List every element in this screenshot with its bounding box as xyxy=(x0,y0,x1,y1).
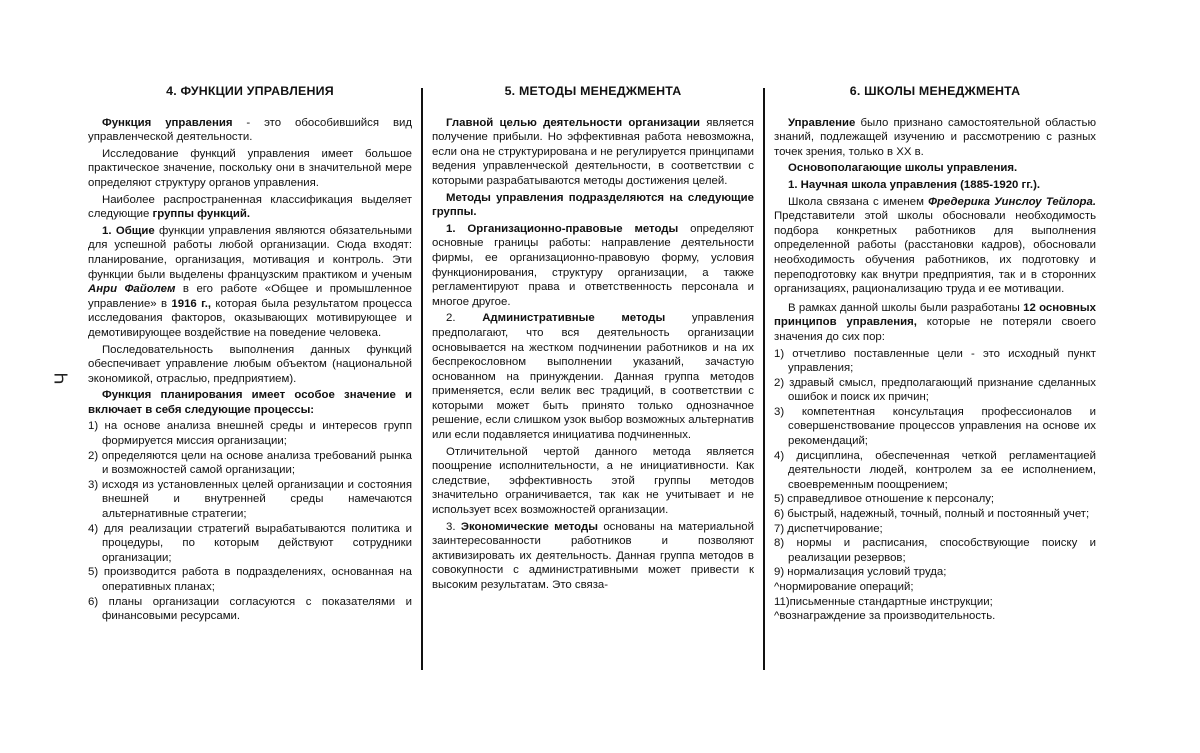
text: - это обособившийся вид управленческой деятельности. xyxy=(88,116,413,144)
list-item: 4) для реализации стратегий вырабатываются политика и процедуры, по которым действуют сотрудники организации; xyxy=(88,522,412,564)
list-item: 2) здравый смысл, предполагающий признание сделанных ошибок и поиск их причин; xyxy=(774,376,1096,404)
term: Управление xyxy=(788,116,856,129)
list-item: 9) нормализация условий труда; xyxy=(774,566,947,579)
column-methods xyxy=(432,84,754,595)
text: которые не потеряли своего значения до сих пор: xyxy=(774,316,1096,343)
column-divider-2 xyxy=(763,88,765,670)
list-item: 6) планы организации согласуются с показателями и финансовыми ресурсами. xyxy=(88,595,412,623)
paragraph xyxy=(774,195,1096,297)
paragraph xyxy=(432,520,754,593)
paragraph xyxy=(432,116,754,189)
paragraph xyxy=(88,193,412,222)
text: Представители этой школы обосновали необходимость подбора конкретных работников для выполнения определенной работы (расстановки кадров), обосновали необходимость обучения работников, их подготовку и переподготовку как внутри предприятия, так и в сторонних организациях, рационализацию труда и ее мотивации. xyxy=(774,210,1096,296)
list-item: 5) производится работа в подразделениях, основанная на оперативных планах; xyxy=(88,566,412,593)
list-item: 11)письменные стандартные инструкции; xyxy=(774,595,993,608)
term: 1. Общие xyxy=(102,224,155,237)
paragraph: Исследование функций управления имеет большое практическое значение, поскольку они в значительной мере определяют структуру органов управления. xyxy=(88,147,412,189)
subheading: Основополагающие школы управления. xyxy=(788,162,1018,175)
term: Главной целью деятельности организации xyxy=(446,116,701,129)
text: 2. xyxy=(446,312,483,325)
person-name: Анри Файолем xyxy=(88,283,176,296)
term: Административные методы xyxy=(482,312,666,325)
text: является получение прибыли. Но эффективная работа невозможна, если она не структурирована и не регулируется принципами ведения управленческой деятельности, в соответствии с которыми разрабатываются методы достижения целей. xyxy=(432,116,754,187)
list-item: ^нормирование операций; xyxy=(774,581,914,593)
list-item: 4) дисциплина, обеспеченная четкой регламентацией деятельности людей, контролем за ее исполнением, своевременным поощрением; xyxy=(774,449,1096,491)
paragraph xyxy=(774,301,1096,345)
term: группы функций. xyxy=(152,208,250,221)
text: определяют основные границы работы: направление деятельности фирмы, ее организационно-правовую форму, условия функционирования, структуру организации, а также регламентируют права и ответственность персонала и многое другое. xyxy=(432,222,754,308)
subheading: Методы управления подразделяются на следующие группы. xyxy=(432,191,754,219)
section-title: 5. МЕТОДЫ МЕНЕДЖМЕНТА xyxy=(504,84,682,98)
person-name: Фредерика Уинслоу Тейлора. xyxy=(928,195,1096,208)
section-title: 6. ШКОЛЫ МЕНЕДЖМЕНТА xyxy=(849,84,1021,98)
text: управления предполагают, что вся деятельность организации основывается на жестком подчинении работников и на их беспрекословном выполнении указаний, зачастую основанном на принуждении. Данная группа методов применяется, если велик вес традиций, в соответствии с которыми может быть принято только однозначное решение, если слишком узок выбор возможных альтернатив или если подавляется инициатива подчиненных. xyxy=(432,312,754,442)
list-item: 2) определяются цели на основе анализа требований рынка и возможностей самой организации; xyxy=(88,449,412,477)
paragraph xyxy=(88,224,412,341)
text: основаны на материальной заинтересованности работников и позволяют активизировать их деятельность. Данная группа методов в совокупности с административными может привести к высоким результатам. Это связа- xyxy=(432,520,755,591)
column-divider-1 xyxy=(421,88,423,670)
list-item: ^вознаграждение за производительность. xyxy=(774,610,996,623)
list-item: 3) исходя из установленных целей организации и состояния внешней и внутренней среды намечаются альтернативные стратегии; xyxy=(88,478,412,521)
margin-mark: Ч xyxy=(51,372,72,385)
paragraph xyxy=(88,116,412,145)
text: Наиболее распространенная классификация выделяет следующие xyxy=(88,193,412,221)
column-schools xyxy=(774,84,1096,624)
text: функции управления являются обязательными для успешной работы любой организации. Сюда входят: планирование, организация, мотивация и контроль. Эти функции были выделены французским практиком и ученым xyxy=(88,224,412,281)
principles-list xyxy=(774,347,1096,624)
paragraph: Последовательность выполнения данных функций обеспечивает управление любым объектом (национальной экономикой, отраслью, предприятием). xyxy=(88,343,412,385)
paragraph: Отличительной чертой данного метода является поощрение исполнительности, а не инициативности. Как следствие, эффективность этой группы методов значительно ограничивается, так как не учитывает и не использует всех возможностей организации. xyxy=(432,445,754,517)
list-item: 5) справедливое отношение к персоналу; xyxy=(774,493,995,506)
subheading: Функция планирования имеет особое значение и включает в себя следующие процессы: xyxy=(88,389,412,416)
term: 1. Организационно-правовые методы xyxy=(446,222,679,235)
year: 1916 г., xyxy=(171,297,212,310)
list-item: 7) диспетчирование; xyxy=(774,522,883,535)
paragraph xyxy=(774,116,1096,160)
text: было признано самостоятельной областью знаний, подлежащей изучению и рассмотрению с разных точек зрения, только в XX в. xyxy=(774,116,1096,158)
section-title: 4. ФУНКЦИИ УПРАВЛЕНИЯ xyxy=(166,84,334,98)
text: В рамках данной школы были разработаны xyxy=(788,301,1024,314)
list-item: 6) быстрый, надежный, точный, полный и постоянный учет; xyxy=(774,508,1090,521)
list-item: 1) отчетливо поставленные цели - это исходный пункт управления; xyxy=(774,347,1096,375)
list-item: 1) на основе анализа внешней среды и интересов групп формируется миссия организации; xyxy=(88,420,412,448)
text: которая была результатом процесса исследования факторов, оказывающих мотивирующее и демотивирующее воздействие на поведение человека. xyxy=(88,297,413,339)
list-item: 3) компетентная консультация профессионалов и совершенствование процессов управления на основе их рекомендаций; xyxy=(774,405,1096,448)
list-item: 8) нормы и расписания, способствующие поиску и реализации резервов; xyxy=(774,537,1096,564)
paragraph xyxy=(432,222,754,310)
term: 12 основных принципов управления, xyxy=(774,301,1096,329)
term: Функция управления xyxy=(102,116,233,129)
subheading: 1. Научная школа управления (1885-1920 гг.). xyxy=(788,178,1041,191)
term: Экономические методы xyxy=(460,520,598,533)
text: 3. xyxy=(446,520,461,533)
text: Школа связана с именем xyxy=(788,195,929,208)
text: в его работе «Общее и промышленное управление» в xyxy=(88,283,412,310)
process-list xyxy=(88,419,412,623)
column-functions xyxy=(88,84,412,624)
paragraph xyxy=(432,311,754,442)
